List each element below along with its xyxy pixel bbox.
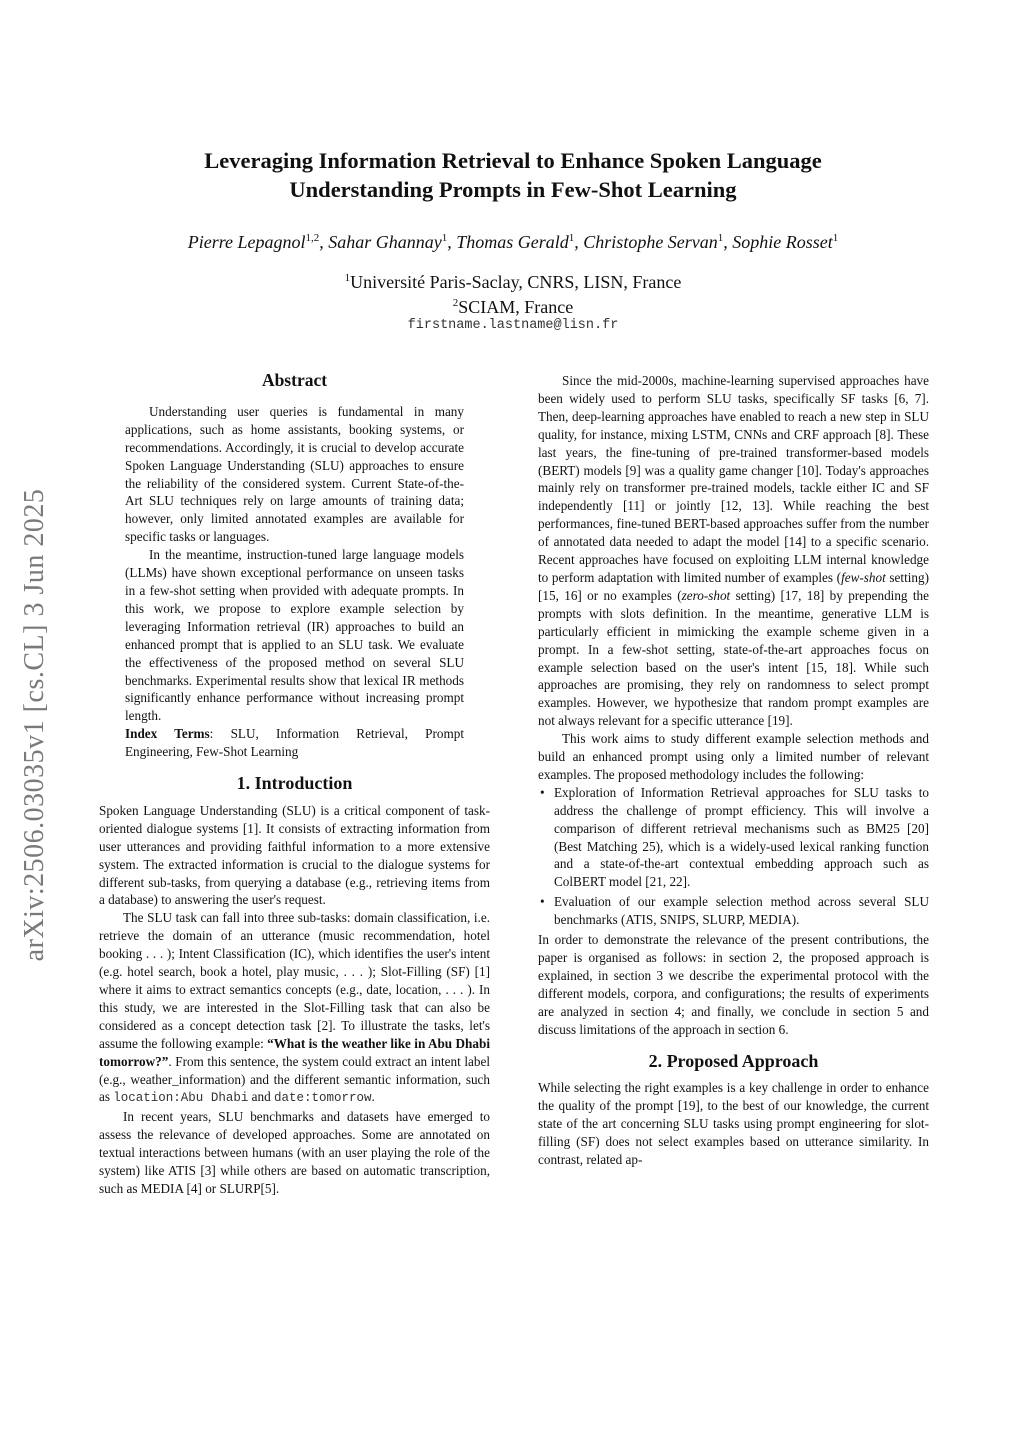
intro-paragraph: Spoken Language Understanding (SLU) is a critical component of task-oriented dialogue systems [1]. It consists of extracting information from user utterances and providing faithful information to a more extensive system. The extracted information is crucial to the dialogue systems for different sub-tasks, from querying a database (e.g., retrieving items from a database) to answering the user's request. [99, 802, 490, 908]
index-terms [125, 725, 464, 761]
author-affiliation-mark: 1 [717, 232, 724, 244]
section-heading-introduction: 1. Introduction [236, 773, 353, 794]
affiliation-1: $^1$Université Paris-Saclay, CNRS, LISN, France [344, 272, 682, 292]
left-column [99, 372, 490, 1198]
paper-title [100, 146, 926, 204]
list-item: • Exploration of Information Retrieval approaches for SLU tasks to address the challenge of prompt efficiency. This will involve a comparison of different retrieval mechanisms such as BM25 [20] (Best Matching 25), which is a widely-used lexical ranking function and a state-of-the-art contextual embedding approach such as ColBERT model [21, 22]. [540, 784, 929, 890]
author-list: Pierre Lepagnol$^{1,2}$, Sahar Ghannay$^1$, Thomas Gerald$^1$, Christophe Servan$^1$, Sophie Rosset$^1$ [187, 232, 839, 252]
section-heading-proposed-approach: 2. Proposed Approach [648, 1050, 819, 1071]
author-name: Thomas Gerald [456, 232, 569, 252]
contribution-list [538, 784, 929, 929]
slot-location-code: location:Abu Dhabi [113, 1091, 249, 1106]
contact-email: firstname.lastname@lisn.fr [407, 318, 619, 333]
abstract-body [99, 403, 490, 761]
title-line-2: Understanding Prompts in Few-Shot Learning [289, 177, 737, 202]
author-affiliation-mark: 1 [568, 232, 575, 244]
example-utterance: “What is the weather like in Abu Dhabi tomorrow?” [99, 1035, 490, 1069]
bullet-glyph: • [540, 894, 545, 910]
abstract-paragraph: In the meantime, instruction-tuned large language models (LLMs) have shown exceptional performance on unseen tasks in a few-shot setting when provided with adequate prompts. In this work, we propose to explore example selection by leveraging Information retrieval (IR) approaches to build an enhanced prompt that is applied to an SLU task. We evaluate the effectiveness of the proposed method on several SLU benchmarks. Experimental results show that lexical IR methods significantly enhance performance without increasing prompt length. [125, 547, 464, 724]
index-terms-label: Index Terms [125, 726, 210, 742]
author-name: Christophe Servan [583, 232, 718, 252]
list-item: • Evaluation of our example selection method across several SLU benchmarks (ATIS, SNIPS, SLURP, MEDIA). [540, 894, 929, 928]
intro-paragraph: Since the mid-2000s, machine-learning supervised approaches have been widely used to perform SLU tasks, specifically SF tasks [6, 7]. Then, deep-learning approaches have enabled to reach a new step in SLU quality, for instance, mixing LSTM, CNNs and CRF approach [8]. These last years, the fine-tuning of pre-trained transformer-based models (BERT) models [9] was a quality game changer [10]. Today's approaches mainly rely on transformer pre-trained models, tackle either IC and SF independently [11] or jointly [12, 13]. While reaching the best performances, fine-tuned BERT-based approaches suffer from the number of annotated data needed to adapt the model [14] to a specific scenario. Recent approaches have focused on exploiting LLM internal knowledge to perform adaptation with limited number of examples (few-shot setting) [15, 16] or no examples (zero-shot setting) [17, 18] by prepending the prompts with slots definition. In the meantime, generative LLM is particularly efficient in mimicking the example scheme given in a prompt. In a few-shot setting, state-of-the-art approaches focus on example selection based on the user's intent [15, 18]. While such approaches are promising, they rely on randomness to select prompt examples. However, we hypothesize that random prompt examples are not always relevant for a specific utterance [19]. [538, 373, 929, 729]
author-name: Sophie Rosset [732, 232, 833, 252]
bullet-glyph: • [540, 784, 545, 800]
author-affiliation-mark: 1,2 [305, 232, 320, 244]
arxiv-identifier [20, 440, 50, 1010]
affiliation-2: $^2$SCIAM, France [452, 297, 574, 317]
right-column [538, 372, 929, 1169]
intro-paragraph: In recent years, SLU benchmarks and datasets have emerged to assess the relevance of developed approaches. Some are annotated on textual interactions between humans (with an user playing the role of the system) like ATIS [3] while others are based on automatic transcription, such as MEDIA [4] or SLURP[5]. [99, 1109, 490, 1196]
title-line-1: Leveraging Information Retrieval to Enhance Spoken Language [204, 148, 822, 173]
index-terms-text: : SLU, Information Retrieval, Prompt Engineering, Few-Shot Learning [125, 726, 464, 760]
abstract-heading: Abstract [261, 370, 328, 390]
author-name: Pierre Lepagnol [187, 232, 306, 252]
author-affiliation-mark: 1 [441, 232, 448, 244]
author-name: Sahar Ghannay [328, 232, 442, 252]
intro-paragraph: This work aims to study different example selection methods and build an enhanced prompt using only a limited number of relevant examples. The proposed methodology includes the following: [538, 731, 929, 782]
author-affiliation-mark: 1 [832, 232, 839, 244]
proposed-paragraph: While selecting the right examples is a key challenge in order to enhance the quality of the prompt [19], to the best of our knowledge, the current state of the art concerning SLU tasks using prompt engineering for slot-filling (SF) does not select examples based on utterance similarity. In contrast, related ap- [538, 1080, 929, 1168]
intro-paragraph: In order to demonstrate the relevance of the present contributions, the paper is organised as follows: in section 2, the proposed approach is explained, in section 3 we describe the experimental protocol with the different models, corpora, and configurations; the results of experiments are analyzed in section 4; and finally, we conclude in section 5 and discuss limitations of the approach in section 6. [538, 932, 929, 1037]
abstract-paragraph: Understanding user queries is fundamental in many applications, such as home assistants, booking systems, or recommendations. Accordingly, it is crucial to develop accurate Spoken Language Understanding (SLU) approaches to ensure the reliability of the considered system. Current State-of-the-Art SLU techniques rely on large amounts of training data; however, only limited annotated examples are available for specific tasks or languages. [125, 403, 464, 545]
arxiv-identifier-text: arXiv:2506.03035v1 [cs.CL] 3 Jun 2025 [19, 488, 50, 962]
slot-date-code: date:tomorrow [273, 1091, 372, 1106]
intro-paragraph: The SLU task can fall into three sub-tasks: domain classification, i.e. retrieve the domain of an utterance (music recommendation, hotel booking . . . ); Intent Classification (IC), which identifies the user's intent (e.g. hotel search, book a hotel, play music, . . . ); Slot-Filling (SF) [1] where it aims to extract semantics concepts (e.g., date, location, . . . ). In this study, we are interested in the Slot-Filling task that can also be considered as a concept detection task [2]. To illustrate the tasks, let's assume the following example: “What is the weather like in Abu Dhabi tomorrow?”. From this sentence, the system could extract an intent label (e.g., weather_information) and the different semantic information, such as location:Abu Dhabi and date:tomorrow. [99, 910, 490, 1106]
